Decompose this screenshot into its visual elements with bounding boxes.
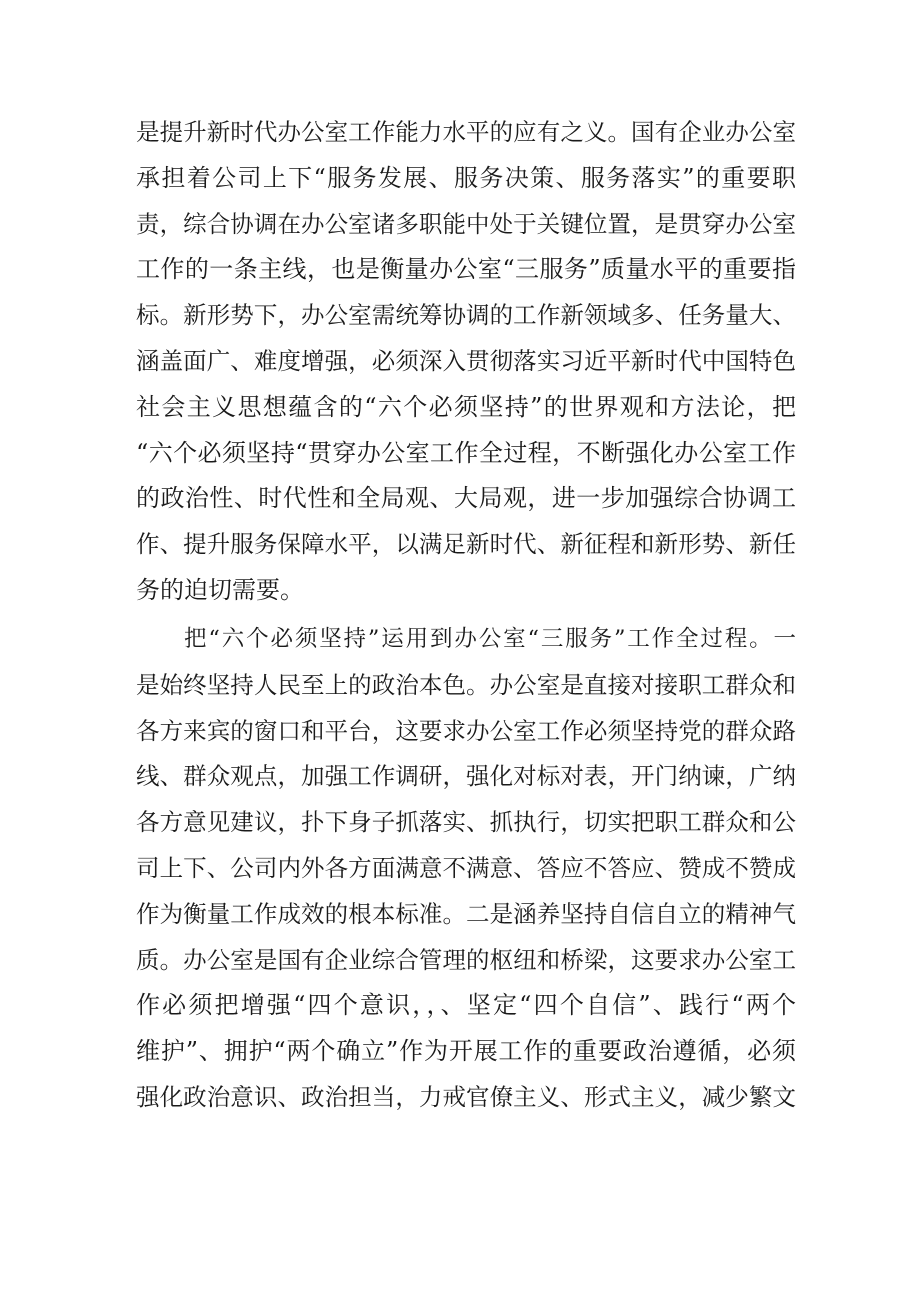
paragraph-2 xyxy=(136,617,796,1121)
paragraph-1-line: 务的迫切需要。 xyxy=(136,575,304,604)
paragraph-2-line: 维护”、拥护“两个确立”作为开展工作的重要政治遵循，必须 xyxy=(136,1037,796,1066)
paragraph-2-line: 作必须把增强“四个意识，，、坚定“四个自信”、践行“两个 xyxy=(136,991,796,1020)
paragraph-1-line: 标。新形势下，办公室需统筹协调的工作新领域多、任务量大、 xyxy=(136,301,796,330)
paragraph-2-line: 线、群众观点，加强工作调研，强化对标对表，开门纳谏，广纳 xyxy=(136,762,796,791)
paragraph-2-line: 各方意见建议，扑下身子抓落实、抓执行，切实把职工群众和公 xyxy=(136,808,796,837)
paragraph-1-line: “六个必须坚持“贯穿办公室工作全过程，不断强化办公室工作 xyxy=(136,438,796,467)
paragraph-2-line: 作为衡量工作成效的根本标准。二是涵养坚持自信自立的精神气 xyxy=(136,899,796,928)
paragraph-2-line: 强化政治意识、政治担当，力戒官僚主义、形式主义，减少繁文 xyxy=(136,1082,796,1111)
paragraph-1-line: 的政治性、时代性和全局观、大局观，进一步加强综合协调工 xyxy=(136,484,796,513)
paragraph-1-line: 承担着公司上下“服务发展、服务决策、服务落实”的重要职 xyxy=(136,163,796,192)
paragraph-1-line: 涵盖面广、难度增强，必须深入贯彻落实习近平新时代中国特色 xyxy=(136,346,796,375)
paragraph-1-line: 是提升新时代办公室工作能力水平的应有之义。国有企业办公室 xyxy=(136,118,796,146)
paragraph-1 xyxy=(136,110,796,614)
paragraph-2-line: 是始终坚持人民至上的政治本色。办公室是直接对接职工群众和 xyxy=(136,670,796,699)
paragraph-1-line: 工作的一条主线，也是衡量办公室“三服务”质量水平的重要指 xyxy=(136,255,796,284)
paragraph-1-line: 社会主义思想蕴含的“六个必须坚持”的世界观和方法论，把 xyxy=(136,392,796,421)
paragraph-1-line: 作、提升服务保障水平，以满足新时代、新征程和新形势、新任 xyxy=(136,530,796,559)
paragraph-2-line: 各方来宾的窗口和平台，这要求办公室工作必须坚持党的群众路 xyxy=(136,716,796,745)
paragraph-2-line: 质。办公室是国有企业综合管理的枢纽和桥梁，这要求办公室工 xyxy=(136,945,796,974)
paragraph-1-line: 责，综合协调在办公室诸多职能中处于关键位置，是贯穿办公室 xyxy=(136,209,796,238)
paragraph-2-line: 把“六个必须坚持”运用到办公室“三服务”工作全过程。一 xyxy=(184,626,796,652)
paragraph-2-line: 司上下、公司内外各方面满意不满意、答应不答应、赞成不赞成 xyxy=(136,853,796,882)
